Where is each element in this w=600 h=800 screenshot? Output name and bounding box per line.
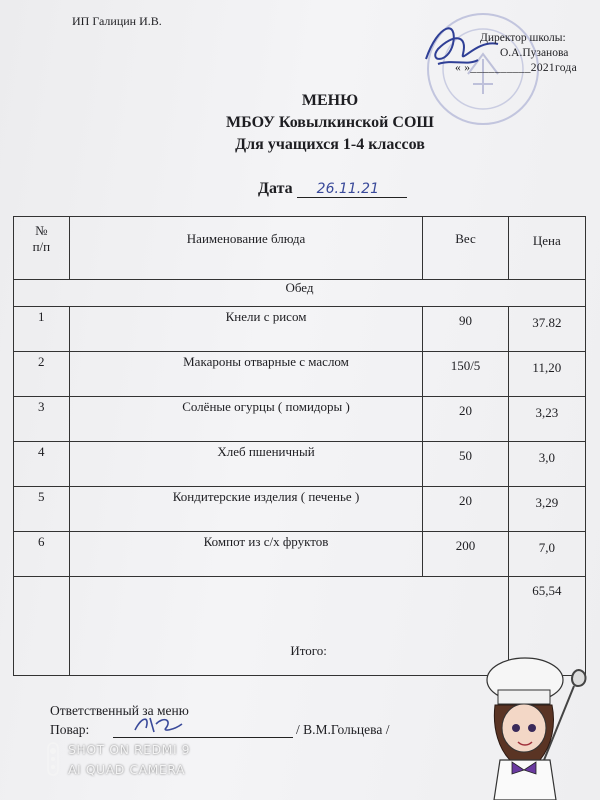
table-row: [14, 307, 586, 352]
row-weight: 150/5: [423, 352, 508, 397]
watermark-line-2: AI QUAD CAMERA: [68, 762, 186, 777]
row-price: 3,29: [508, 487, 585, 532]
header-weight: Вес: [423, 217, 508, 280]
header-price: Цена: [508, 217, 585, 280]
row-number: 6: [14, 532, 70, 577]
total-label-cell: [69, 577, 508, 676]
title-line-1: МЕНЮ: [301, 92, 359, 109]
date-label: Дата: [258, 180, 293, 197]
stamp-emblem-icon: [468, 54, 498, 94]
table-header-row: [14, 217, 586, 280]
row-weight: 50: [423, 442, 508, 487]
row-number: 4: [14, 442, 70, 487]
title-line-2: МБОУ Ковылкинской СОШ: [226, 114, 434, 131]
entrepreneur-label: ИП Галицин И.В.: [72, 14, 162, 28]
chef-right-eye: [528, 724, 536, 732]
row-dish: Кнели с рисом: [69, 307, 423, 352]
total-empty-cell: [14, 577, 70, 676]
date-value: 26.11.21: [297, 181, 407, 198]
menu-table: [13, 216, 586, 676]
table-row: [14, 397, 586, 442]
row-weight: 20: [423, 487, 508, 532]
chef-apron: [494, 760, 556, 800]
row-price: 7,0: [508, 532, 585, 577]
header-number-abbr: п/п: [32, 239, 51, 254]
row-weight: 20: [423, 397, 508, 442]
total-value: 65,54: [508, 577, 585, 676]
cook-signature: [130, 712, 190, 738]
table-row: [14, 442, 586, 487]
header-number-symbol: №: [35, 223, 48, 238]
menu-title: [0, 90, 600, 156]
row-weight: 90: [423, 307, 508, 352]
chef-left-eye: [512, 724, 520, 732]
row-dish: Компот из с/х фруктов: [69, 532, 423, 577]
table-row: [14, 532, 586, 577]
approval-title: Директор школы:: [480, 32, 566, 44]
chef-girl-illustration: [470, 650, 590, 800]
cook-label: Повар:: [50, 722, 90, 737]
row-number: 5: [14, 487, 70, 532]
row-dish: Солёные огурцы ( помидоры ): [69, 397, 423, 442]
section-title: Обед: [14, 280, 586, 307]
approval-date: « »__________2021года: [455, 62, 577, 74]
row-dish: Макароны отварные с маслом: [69, 352, 423, 397]
row-price: 3,23: [508, 397, 585, 442]
row-price: 11,20: [508, 352, 585, 397]
approval-name: О.А.Пузанова: [500, 47, 569, 59]
title-line-3: Для учащихся 1-4 классов: [235, 136, 425, 153]
cook-name: / В.М.Гольцева /: [295, 722, 390, 737]
watermark-line-1: SHOT ON REDMI 9: [68, 742, 191, 757]
row-dish: Хлеб пшеничный: [69, 442, 423, 487]
header-number: [14, 217, 70, 280]
row-dish: Кондитерские изделия ( печенье ): [69, 487, 423, 532]
row-number: 1: [14, 307, 70, 352]
chef-hat-band: [498, 690, 550, 704]
table-row: [14, 352, 586, 397]
section-row: [14, 280, 586, 307]
row-number: 2: [14, 352, 70, 397]
camera-lens-icon: [45, 742, 61, 776]
row-price: 3,0: [508, 442, 585, 487]
total-label: Итого:: [290, 643, 327, 658]
table-row: [14, 487, 586, 532]
cook-row: [50, 722, 389, 738]
row-number: 3: [14, 397, 70, 442]
date-row: [258, 180, 407, 198]
row-price: 37.82: [508, 307, 585, 352]
header-dish-name: Наименование блюда: [69, 217, 423, 280]
responsible-label: Ответственный за меню: [50, 703, 189, 718]
row-weight: 200: [423, 532, 508, 577]
